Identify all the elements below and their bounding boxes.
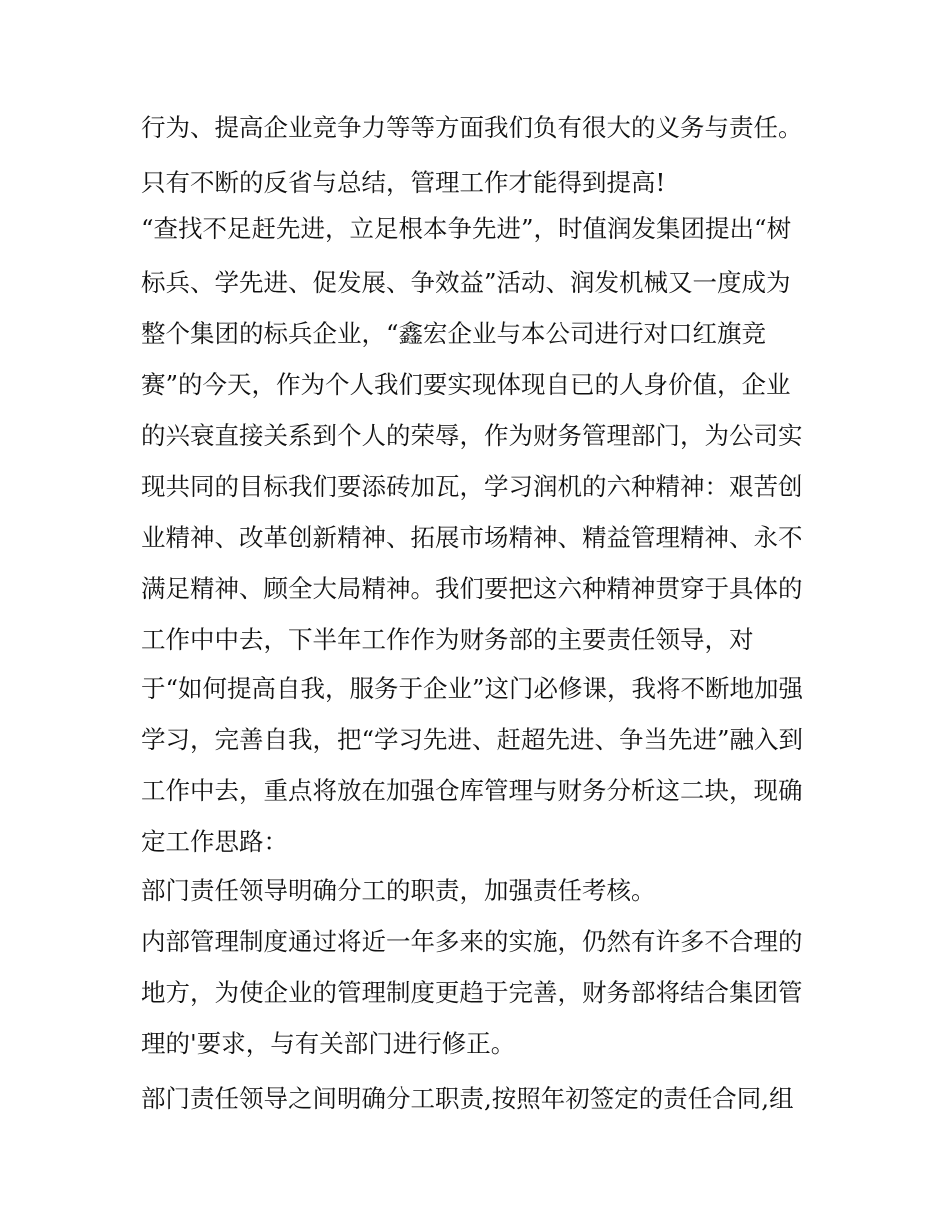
text-line: 赛”的今天，作为个人我们要实现体现自已的人身价值，企业: [141, 370, 791, 399]
text-line: 地方，为使企业的管理制度更趋于完善，财务部将结合集团管: [141, 978, 803, 1007]
text-line: 行为、提高企业竞争力等等方面我们负有很大的义务与责任。: [141, 113, 803, 142]
text-line: 业精神、改革创新精神、拓展市场精神、精益管理精神、永不: [141, 523, 803, 552]
text-line: 定工作思路：: [141, 827, 288, 856]
text-line: 部门责任领导明确分工的职责，加强责任考核。: [141, 876, 656, 905]
text-line: 部门责任领导之间明确分工职责,按照年初签定的责任合同,组: [141, 1084, 794, 1113]
text-line: 于“如何提高自我，服务于企业”这门必修课，我将不断地加强: [141, 674, 804, 703]
text-line: 工作中去，重点将放在加强仓库管理与财务分析这二块，现确: [141, 776, 803, 805]
text-line: 只有不断的反省与总结，管理工作才能得到提高!: [141, 168, 666, 197]
text-line: 整个集团的标兵企业，“鑫宏企业与本公司进行对口红旗竞: [141, 319, 767, 348]
text-line: 标兵、学先进、促发展、争效益”活动、润发机械又一度成为: [141, 268, 791, 297]
text-line: 内部管理制度通过将近一年多来的实施，仍然有许多不合理的: [141, 927, 803, 956]
text-line: 理的'要求，与有关部门进行修正。: [141, 1029, 516, 1058]
text-line: 满足精神、顾全大局精神。我们要把这六种精神贯穿于具体的: [141, 574, 803, 603]
text-line: 工作中中去，下半年工作作为财务部的主要责任领导，对: [141, 625, 754, 654]
text-line: 现共同的目标我们要添砖加瓦，学习润机的六种精神：艰苦创: [141, 472, 803, 501]
text-line: 的兴衰直接关系到个人的荣辱，作为财务管理部门，为公司实: [141, 421, 803, 450]
text-line: 学习，完善自我，把“学习先进、赶超先进、争当先进”融入到: [141, 725, 804, 754]
text-line: “查找不足赶先进，立足根本争先进”，时值润发集团提出“树: [141, 214, 792, 243]
